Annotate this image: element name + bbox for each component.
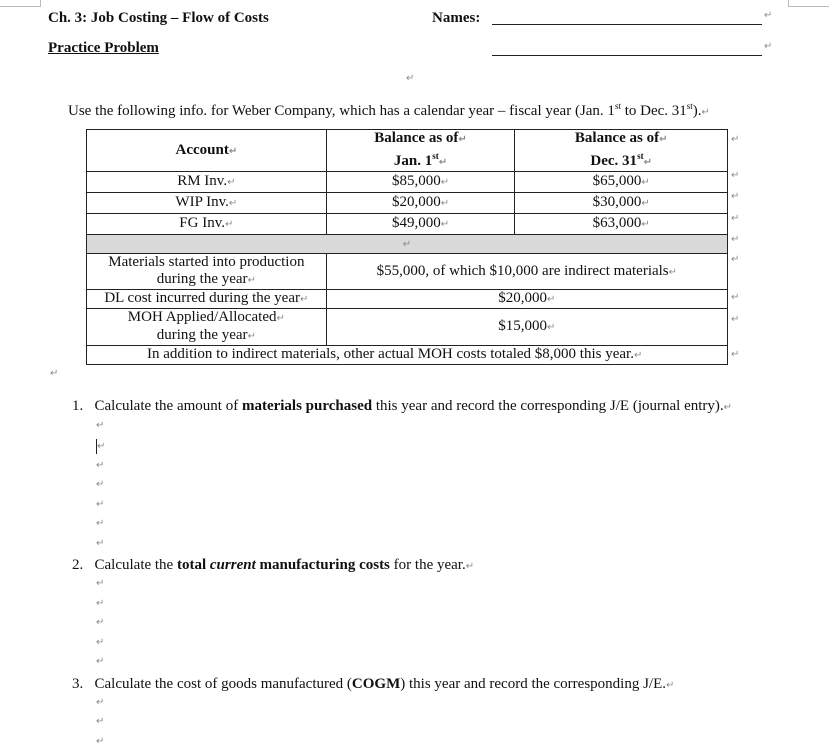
account-cell: RM Inv.↵ [87,172,327,193]
intro-sentence [68,101,710,120]
paragraph-mark: ↵ [96,716,105,727]
jan-balance-cell: $49,000↵ [326,214,515,235]
row-end-mark: ↵ [731,170,740,181]
jan-balance-cell: $20,000↵ [326,193,515,214]
question-text: Calculate the [94,557,177,573]
row-end-mark: ↵ [731,254,740,265]
paragraph-mark: ↵ [764,41,773,52]
superscript: st [686,101,693,111]
intro-text-part: to Dec. 31 [620,103,687,119]
row-end-mark: ↵ [731,134,740,145]
row-end-mark: ↵ [731,314,740,325]
header-jan-balance: Balance as of↵ Jan. 1st↵ [326,130,515,172]
table-row [87,214,728,235]
question-bold-text: COGM [351,676,401,692]
moh-label-cell: MOH Applied/Allocated↵ during the year↵ [87,309,327,346]
paragraph-mark: ↵ [96,697,105,708]
paragraph-mark: ↵ [723,402,733,413]
materials-row [87,254,728,290]
names-label: Names: [432,10,481,26]
footer-row [87,346,728,365]
row-end-mark: ↵ [731,213,740,224]
row-end-mark: ↵ [731,191,740,202]
question-text: this year and record the corresponding J/E (journal entry). [372,398,724,414]
dl-label-cell: DL cost incurred during the year↵ [87,290,327,309]
row-end-mark: ↵ [731,349,740,360]
question-number: 2. [72,557,84,573]
table-header-row [87,130,728,172]
header-dec-balance: Balance as of↵ Dec. 31st↵ [515,130,728,172]
paragraph-mark: ↵ [465,561,475,572]
page-corner-marker-right [788,0,829,7]
dl-row [87,290,728,309]
page-corner-marker-left [0,0,41,7]
question-bold-text: materials purchased [241,398,373,414]
question-text: Calculate the amount of [94,398,242,414]
dl-value-cell: $20,000↵ [326,290,727,309]
moh-value-cell: $15,000↵ [326,309,727,346]
balance-table [86,129,728,365]
paragraph-mark: ↵ [96,617,105,628]
materials-label-cell: Materials started into production during the year↵ [87,254,327,290]
paragraph-mark: ↵ [96,479,105,490]
header-account: Account↵ [87,130,327,172]
paragraph-mark: ↵ [96,499,105,510]
question-text: for the year. [389,557,466,573]
superscript: st [614,101,621,111]
question-bold-text: manufacturing costs [255,557,390,573]
paragraph-mark: ↵ [96,637,105,648]
account-cell: FG Inv.↵ [87,214,327,235]
shaded-cell: ↵ [87,235,728,254]
names-line-2[interactable] [492,55,762,56]
dec-balance-cell: $65,000↵ [515,172,728,193]
paragraph-mark: ↵ [96,736,105,747]
question-text: ) this year and record the corresponding J/E. [400,676,666,692]
paragraph-mark: ↵ [96,656,105,667]
footer-cell: In addition to indirect materials, other actual MOH costs totaled $8,000 this year.↵ [87,346,728,365]
row-end-mark: ↵ [731,234,740,245]
row-end-mark: ↵ [731,292,740,303]
question-number: 1. [72,398,84,414]
moh-row [87,309,728,346]
question-number: 3. [72,676,84,692]
shaded-separator-row [87,235,728,254]
question-bold-italic-text: current [209,557,256,573]
paragraph-mark: ↵ [96,598,105,609]
paragraph-mark: ↵ [764,10,773,21]
paragraph-mark: ↵ [50,368,59,379]
table-row [87,193,728,214]
paragraph-mark: ↵ [96,538,105,549]
chapter-title: Ch. 3: Job Costing – Flow of Costs [48,10,269,26]
jan-balance-cell: $85,000↵ [326,172,515,193]
question-2 [72,557,474,574]
intro-text-part: Use the following info. for Weber Company, which has a calendar year – fiscal year (Jan. 1 [68,103,615,119]
paragraph-mark: ↵ [96,420,105,431]
account-cell: WIP Inv.↵ [87,193,327,214]
paragraph-mark: ↵ [96,578,105,589]
materials-value-cell: $55,000, of which $10,000 are indirect materials↵ [326,254,727,290]
dec-balance-cell: $30,000↵ [515,193,728,214]
paragraph-mark: ↵ [701,107,710,118]
paragraph-mark: ↵ [96,518,105,529]
practice-problem-heading: Practice Problem [48,40,159,56]
intro-text-part: ). [692,103,702,119]
table-row [87,172,728,193]
paragraph-mark: ↵ [97,441,106,452]
paragraph-mark: ↵ [96,460,105,471]
question-bold-text: total [176,557,210,573]
question-1 [72,398,732,415]
question-3 [72,676,674,693]
names-line-1[interactable] [492,24,762,25]
paragraph-mark: ↵ [406,73,415,84]
paragraph-mark: ↵ [666,680,675,691]
question-text: Calculate the cost of goods manufactured ( [94,676,352,692]
dec-balance-cell: $63,000↵ [515,214,728,235]
